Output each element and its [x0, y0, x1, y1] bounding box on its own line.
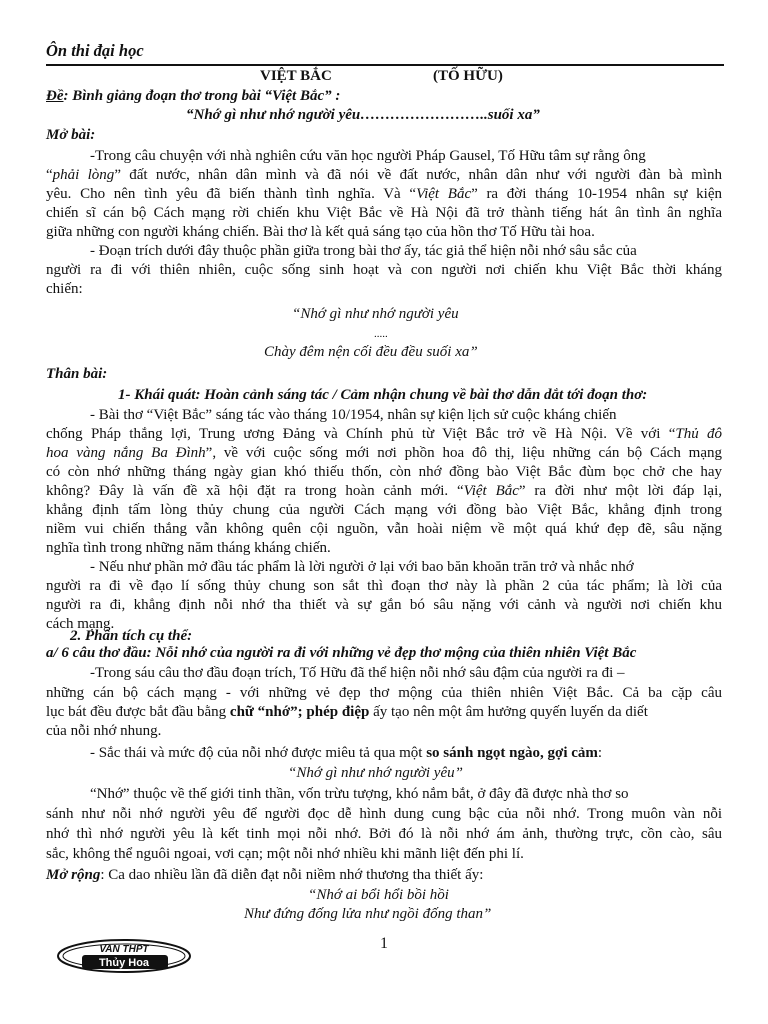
verse-close: Chày đêm nện cối đều đều suối xa”	[264, 344, 478, 360]
mo-bai-p2-line3: chiến:	[46, 281, 83, 297]
s2-c-line3: lục bát đều được bắt đầu bằng chữ “nhớ”; phép điệp ấy tạo nên một âm hưởng quyến luyến da diết	[46, 704, 648, 720]
s1-a-line5: không? Đây là vấn đề xã hội đặt ra trong hoàn cảnh mới. “Việt Bắc” ra đời như một lời đáp lại,	[46, 483, 722, 499]
s2-e-line4: sắc, không thể nguôi ngoai, vơi cạn; một nỗi nhớ nhiều khi mãnh liệt đến phi lí.	[46, 846, 524, 862]
s1-a-line1: - Bài thơ “Việt Bắc” sáng tác vào tháng 10/1954, nhân sự kiện lịch sử cuộc kháng chiến	[90, 407, 617, 423]
s2-c-line1: -Trong sáu câu thơ đầu đoạn trích, Tố Hữu đã thể hiện nỗi nhớ sâu đậm của người ra đi –	[90, 665, 625, 681]
s2-e-line1: “Nhớ” thuộc về thế giới tinh thần, vốn trừu tượng, khó nắm bắt, ở đây đã được nhà thơ so	[90, 786, 629, 802]
mo-rong-line: Mở rộng: Ca dao nhiều lần đã diễn đạt nỗi niềm nhớ thương tha thiết ấy:	[46, 867, 484, 883]
than-bai-heading: Thân bài:	[46, 366, 108, 382]
mo-rong-label: Mở rộng	[46, 867, 101, 883]
section-2a-heading: a/ 6 câu thơ đầu: Nỗi nhớ của người ra đi với những vẻ đẹp thơ mộng của thiên nhiên Việt Bắc	[46, 645, 637, 661]
s1-b-line1: - Nếu như phần mở đầu tác phẩm là lời người ở lại với bao băn khoăn trăn trở và nhắc nhớ	[90, 559, 634, 575]
assignment	[46, 87, 340, 106]
mo-bai-p1-line1: -Trong câu chuyện với nhà nghiên cứu văn học người Pháp Gausel, Tố Hữu tâm sự rằng ông	[90, 148, 646, 164]
s1-a-line3: hoa vàng nắng Ba Đình”, về với cuộc sống mới nơi phồn hoa đô thị, liệu những cán bộ Cách mạng	[46, 445, 722, 461]
s1-b-line4: cách mạng.	[46, 616, 115, 632]
mo-bai-p1-line2: “phải lòng” đất nước, nhân dân mình và đã nói về đất nước, nhân dân như với người đàn bà mình	[46, 167, 722, 183]
s2-e-line3: nhớ thì nhớ người yêu là kết tinh mọi nỗi nhớ. Bởi đó là nỗi nhớ ám ảnh, thường trực, cồn cào, sâu	[46, 826, 722, 842]
s1-a-line7: niềm vui chiến thắng vẫn không quên cội nguồn, vẫn hoài niệm về một quá khứ đẹp đẽ, sâu nặng	[46, 521, 722, 537]
mo-bai-p2-line2: người ra đi với thiên nhiên, cuộc sống sinh hoạt và con người nơi chiến khu Việt Bắc thời kháng	[46, 262, 722, 278]
s2-d-line1: - Sắc thái và mức độ của nỗi nhớ được miêu tả qua một so sánh ngọt ngào, gợi cảm:	[90, 745, 603, 761]
mo-bai-heading: Mở bài:	[46, 127, 96, 143]
verse-open: “Nhớ gì như nhớ người yêu	[292, 306, 459, 322]
school-logo	[56, 938, 192, 974]
mo-bai-p1-line3: yêu. Cho nên tình yêu đã biến thành tình nghĩa. Và “Việt Bắc” ra đời tháng 10-1954 nhân sự kiện	[46, 186, 722, 202]
s1-a-line4: có còn nhớ những tháng ngày gian khó thiếu thốn, còn nhớ đồng bào Việt Bắc đùm bọc chở che hay	[46, 464, 722, 480]
s1-a-line2: chống Pháp thắng lợi, Trung ương Đảng và Chính phủ từ Việt Bắc trở về Hà Nội. Về với “Thủ đô	[46, 426, 723, 442]
page-number: 1	[380, 935, 388, 952]
header-rule	[46, 64, 724, 66]
s1-a-line8: nghĩa tình trong những năm tháng kháng chiến.	[46, 540, 331, 556]
s2-d-verse: “Nhớ gì như nhớ người yêu”	[288, 765, 463, 781]
logo-line1: VAN THPT	[99, 944, 149, 955]
section-2-heading: 2. Phân tích cụ thể:	[70, 628, 193, 644]
mo-rong-verse1: “Nhớ ai bổi hổi bồi hồi	[308, 887, 449, 903]
work-title: VIỆT BẮC	[260, 68, 332, 84]
s2-c-line4: của nỗi nhớ nhung.	[46, 723, 162, 739]
mo-bai-p1-line5: giữa những con người kháng chiến. Bài thơ là kết quả sáng tạo của hồn thơ Tố Hữu tài hoa.	[46, 224, 595, 240]
mo-bai-p2-line1: - Đoạn trích dưới đây thuộc phần giữa trong bài thơ ấy, tác giả thể hiện nỗi nhớ sâu sắc của	[90, 243, 637, 259]
header-title: Ôn thi đại học	[46, 41, 144, 60]
s2-e-line2: sánh như nỗi nhớ người yêu để người đọc dễ hình dung cung bậc của nỗi nhớ. Trong muôn vàn nỗi	[46, 806, 722, 822]
s1-b-line2: người ra đi về đạo lí sống thủy chung son sắt thì đoạn thơ này là phần 2 của tác phẩm; là lời của	[46, 578, 722, 594]
mo-bai-p1-line4: chiến sĩ cán bộ Cách mạng rời chiến khu Việt Bắc về Hà Nội đã trở thành tiếng hát ân tình ân nghĩa	[46, 205, 722, 221]
de-text: : Bình giảng đoạn thơ trong bài “Việt Bắc” :	[63, 88, 341, 104]
s1-a-line6: khẳng định tấm lòng thủy chung của người Cách mạng với đồng bào Việt Bắc, khẳng định trong	[46, 502, 722, 518]
mo-rong-verse2: Như đứng đống lửa như ngồi đống than”	[244, 906, 492, 922]
de-label: Đề	[46, 88, 64, 104]
author-name: (TỐ HỮU)	[433, 68, 503, 84]
s2-c-line2: những cán bộ cách mạng - với những vẻ đẹp thơ mộng của thiên nhiên Việt Bắc. Cả ba cặp câu	[46, 685, 722, 701]
assignment-quote: “Nhớ gì như nhớ người yêu……………………..suối xa”	[186, 107, 540, 123]
logo-line2: Thủy Hoa	[98, 957, 150, 969]
verse-ellipsis: .....	[374, 328, 388, 340]
section-1-heading: 1- Khái quát: Hoàn cảnh sáng tác / Cảm nhận chung về bài thơ dẫn dắt tới đoạn thơ:	[118, 387, 648, 403]
s1-b-line3: người ra đi, khẳng định nỗi nhớ tha thiết và sự gắn bó sâu nặng với cảnh và người nơi chiến khu	[46, 597, 722, 613]
